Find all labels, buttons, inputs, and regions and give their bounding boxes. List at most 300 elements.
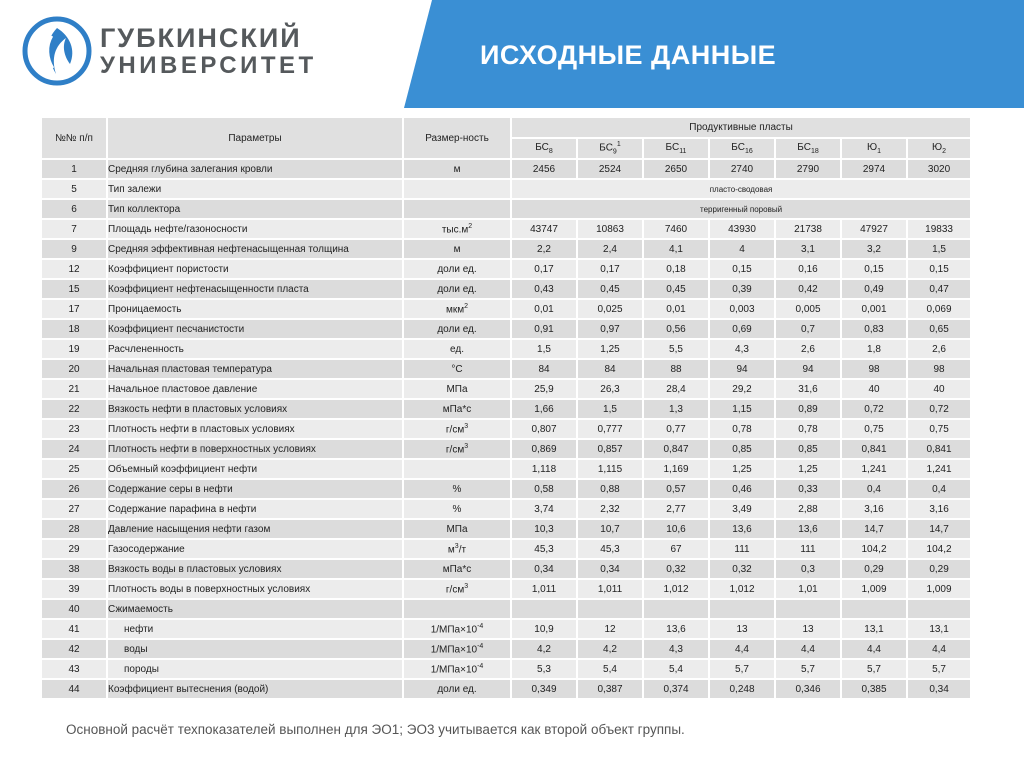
- unit-text: °С: [451, 363, 463, 375]
- row-parameter: Коэффициент пористости: [107, 259, 403, 279]
- layer-value: 7460: [643, 219, 709, 239]
- row-unit: [403, 479, 511, 499]
- layer-value: 84: [577, 359, 643, 379]
- layer-value: 5,3: [511, 659, 577, 679]
- layer-value: 0,857: [577, 439, 643, 459]
- row-unit: [403, 319, 511, 339]
- layer-value: 1,241: [841, 459, 907, 479]
- layer-value: 0,45: [643, 279, 709, 299]
- row-parameter: Содержание серы в нефти: [107, 479, 403, 499]
- layer-value: [643, 599, 709, 619]
- row-parameter: Начальная пластовая температура: [107, 359, 403, 379]
- table-row: [41, 499, 971, 519]
- merged-value: терригенный поровый: [511, 199, 971, 219]
- layer-value: 0,7: [775, 319, 841, 339]
- layer-subscript: 2: [942, 148, 947, 155]
- layer-value: 2974: [841, 159, 907, 179]
- layer-value: [841, 599, 907, 619]
- layer-value: 1,8: [841, 339, 907, 359]
- unit-text: г/см: [445, 444, 465, 456]
- row-unit: [403, 639, 511, 659]
- unit-text: 1/МПа×10: [430, 624, 478, 636]
- header-number: №№ п/п: [41, 117, 107, 159]
- layer-value: 5,7: [841, 659, 907, 679]
- layer-superscript: 1: [616, 141, 621, 149]
- layer-value: 4: [709, 239, 775, 259]
- layer-value: 0,89: [775, 399, 841, 419]
- row-number: 38: [41, 559, 107, 579]
- row-unit: [403, 379, 511, 399]
- layer-value: 1,66: [511, 399, 577, 419]
- unit-text: МПа: [446, 383, 468, 395]
- row-number: 44: [41, 679, 107, 699]
- table-row: [41, 459, 971, 479]
- layer-name: Ю: [932, 142, 943, 153]
- row-unit: [403, 279, 511, 299]
- row-parameter: Начальное пластовое давление: [107, 379, 403, 399]
- layer-value: 5,7: [907, 659, 971, 679]
- layer-value: [907, 599, 971, 619]
- unit-text: м: [453, 243, 461, 255]
- table-row: [41, 379, 971, 399]
- layer-value: 0,83: [841, 319, 907, 339]
- row-parameter: Коэффициент вытеснения (водой): [107, 679, 403, 699]
- row-parameter: породы: [107, 659, 403, 679]
- row-number: 39: [41, 579, 107, 599]
- layer-value: 0,78: [775, 419, 841, 439]
- row-number: 29: [41, 539, 107, 559]
- layer-value: 10,7: [577, 519, 643, 539]
- row-parameter: Тип коллектора: [107, 199, 403, 219]
- layer-value: 0,005: [775, 299, 841, 319]
- layer-value: 0,29: [907, 559, 971, 579]
- layer-value: [775, 599, 841, 619]
- unit-text: доли ед.: [437, 283, 477, 295]
- row-unit: [403, 579, 511, 599]
- row-number: 23: [41, 419, 107, 439]
- layer-value: 2,2: [511, 239, 577, 259]
- layer-value: 0,15: [907, 259, 971, 279]
- layer-value: 5,5: [643, 339, 709, 359]
- row-unit: [403, 539, 511, 559]
- table-row: [41, 659, 971, 679]
- layer-value: 0,69: [709, 319, 775, 339]
- layer-value: 3,2: [841, 239, 907, 259]
- layer-value: 0,3: [775, 559, 841, 579]
- unit-superscript: 2: [464, 302, 469, 310]
- layer-value: 0,33: [775, 479, 841, 499]
- row-unit: [403, 399, 511, 419]
- unit-text: МПа: [446, 523, 468, 535]
- layer-value: [709, 599, 775, 619]
- row-number: 19: [41, 339, 107, 359]
- row-number: 7: [41, 219, 107, 239]
- row-number: 40: [41, 599, 107, 619]
- layer-value: 45,3: [577, 539, 643, 559]
- row-parameter: Плотность нефти в поверхностных условиях: [107, 439, 403, 459]
- layer-value: 0,85: [775, 439, 841, 459]
- row-parameter: Плотность нефти в пластовых условиях: [107, 419, 403, 439]
- layer-value: 2524: [577, 159, 643, 179]
- layer-value: 0,75: [907, 419, 971, 439]
- unit-text: г/см: [445, 584, 465, 596]
- layer-value: 5,7: [709, 659, 775, 679]
- header-productive-layers: Продуктивные пласты: [511, 117, 971, 138]
- layer-value: 0,29: [841, 559, 907, 579]
- layer-value: 0,385: [841, 679, 907, 699]
- layer-value: 5,7: [775, 659, 841, 679]
- layer-value: 2456: [511, 159, 577, 179]
- layer-value: 13: [775, 619, 841, 639]
- unit-superscript: 3: [464, 442, 469, 450]
- layer-value: 0,374: [643, 679, 709, 699]
- unit-superscript: -4: [477, 622, 484, 630]
- header-unit: Размер-ность: [403, 117, 511, 159]
- header-parameters: Параметры: [107, 117, 403, 159]
- row-unit: [403, 199, 511, 219]
- layer-value: 0,32: [643, 559, 709, 579]
- row-number: 1: [41, 159, 107, 179]
- layer-value: 1,115: [577, 459, 643, 479]
- layer-value: 0,34: [907, 679, 971, 699]
- table-row: [41, 179, 971, 199]
- layer-subscript: 11: [679, 148, 687, 155]
- layer-value: 13,1: [841, 619, 907, 639]
- row-number: 6: [41, 199, 107, 219]
- table-row: [41, 279, 971, 299]
- unit-text: мПа*с: [442, 403, 472, 415]
- unit-tail: /т: [458, 544, 467, 556]
- layer-value: 4,3: [709, 339, 775, 359]
- layer-header: [709, 138, 775, 159]
- table-row: [41, 199, 971, 219]
- layer-subscript: 9: [612, 148, 617, 156]
- unit-text: тыс.м: [441, 224, 469, 236]
- row-unit: [403, 499, 511, 519]
- layer-value: 3020: [907, 159, 971, 179]
- unit-text: доли ед.: [437, 263, 477, 275]
- layer-value: 10,3: [511, 519, 577, 539]
- layer-value: 25,9: [511, 379, 577, 399]
- layer-value: 84: [511, 359, 577, 379]
- row-parameter: нефти: [107, 619, 403, 639]
- layer-header: [511, 138, 577, 159]
- layer-value: 1,011: [511, 579, 577, 599]
- layer-value: 0,18: [643, 259, 709, 279]
- layer-value: 104,2: [841, 539, 907, 559]
- layer-value: 0,387: [577, 679, 643, 699]
- row-parameter: Средняя глубина залегания кровли: [107, 159, 403, 179]
- layer-value: 0,15: [841, 259, 907, 279]
- layer-header: [841, 138, 907, 159]
- layer-value: 3,74: [511, 499, 577, 519]
- table-row: [41, 359, 971, 379]
- unit-text: 1/МПа×10: [430, 644, 478, 656]
- layer-value: 19833: [907, 219, 971, 239]
- layer-value: 0,56: [643, 319, 709, 339]
- row-parameter: Сжимаемость: [107, 599, 403, 619]
- layer-value: 1,25: [709, 459, 775, 479]
- layer-value: 13,1: [907, 619, 971, 639]
- table-row: [41, 619, 971, 639]
- row-number: 12: [41, 259, 107, 279]
- layer-value: 0,75: [841, 419, 907, 439]
- layer-value: 10863: [577, 219, 643, 239]
- table-row: [41, 399, 971, 419]
- unit-superscript: 3: [454, 542, 459, 550]
- row-unit: [403, 419, 511, 439]
- layer-value: 21738: [775, 219, 841, 239]
- row-parameter: Расчлененность: [107, 339, 403, 359]
- row-parameter: Проницаемость: [107, 299, 403, 319]
- layer-value: 0,45: [577, 279, 643, 299]
- row-unit: [403, 159, 511, 179]
- layer-value: 5,4: [643, 659, 709, 679]
- layer-value: 3,16: [841, 499, 907, 519]
- layer-value: 0,01: [643, 299, 709, 319]
- row-parameter: Коэффициент песчанистости: [107, 319, 403, 339]
- layer-value: 0,025: [577, 299, 643, 319]
- row-number: 5: [41, 179, 107, 199]
- layer-value: 1,012: [709, 579, 775, 599]
- row-parameter: Объемный коэффициент нефти: [107, 459, 403, 479]
- row-unit: [403, 679, 511, 699]
- table-row: [41, 239, 971, 259]
- layer-value: 0,32: [709, 559, 775, 579]
- row-number: 42: [41, 639, 107, 659]
- row-number: 43: [41, 659, 107, 679]
- layer-value: 2790: [775, 159, 841, 179]
- layer-value: 4,1: [643, 239, 709, 259]
- layer-value: 0,003: [709, 299, 775, 319]
- layer-header: [775, 138, 841, 159]
- layer-value: 0,17: [577, 259, 643, 279]
- table-row: [41, 639, 971, 659]
- layer-value: 0,65: [907, 319, 971, 339]
- layer-value: 0,72: [841, 399, 907, 419]
- layer-name: БС: [599, 142, 613, 154]
- layer-value: 1,169: [643, 459, 709, 479]
- layer-name: БС: [665, 142, 680, 153]
- layer-value: 0,4: [907, 479, 971, 499]
- table-row: [41, 319, 971, 339]
- row-parameter: Газосодержание: [107, 539, 403, 559]
- layer-value: 0,97: [577, 319, 643, 339]
- layer-value: 67: [643, 539, 709, 559]
- row-number: 17: [41, 299, 107, 319]
- layer-value: 13,6: [709, 519, 775, 539]
- layer-value: 4,4: [775, 639, 841, 659]
- layer-value: 1,5: [511, 339, 577, 359]
- layer-value: 0,42: [775, 279, 841, 299]
- layer-value: [577, 599, 643, 619]
- layer-value: 1,012: [643, 579, 709, 599]
- layer-value: 0,777: [577, 419, 643, 439]
- layer-value: 0,91: [511, 319, 577, 339]
- layer-value: 1,15: [709, 399, 775, 419]
- layer-value: 1,241: [907, 459, 971, 479]
- layer-value: 2,4: [577, 239, 643, 259]
- layer-value: 0,57: [643, 479, 709, 499]
- layer-value: 111: [709, 539, 775, 559]
- unit-text: мПа*с: [442, 563, 472, 575]
- table-row: [41, 339, 971, 359]
- layer-subscript: 16: [744, 148, 753, 155]
- brand-line-1: ГУБКИНСКИЙ: [100, 23, 302, 53]
- row-unit: [403, 559, 511, 579]
- unit-superscript: 3: [464, 422, 469, 430]
- layer-value: 2,77: [643, 499, 709, 519]
- layer-value: 13,6: [775, 519, 841, 539]
- layer-value: 2,6: [907, 339, 971, 359]
- layer-value: 1,009: [841, 579, 907, 599]
- layer-value: 5,4: [577, 659, 643, 679]
- layer-value: 40: [841, 379, 907, 399]
- layer-value: 0,34: [511, 559, 577, 579]
- layer-value: 1,25: [577, 339, 643, 359]
- layer-value: 3,16: [907, 499, 971, 519]
- layer-value: 0,85: [709, 439, 775, 459]
- source-data-table: [40, 116, 972, 700]
- layer-value: 4,4: [841, 639, 907, 659]
- row-number: 27: [41, 499, 107, 519]
- layer-value: 94: [775, 359, 841, 379]
- layer-value: 0,841: [907, 439, 971, 459]
- unit-text: доли ед.: [437, 323, 477, 335]
- layer-value: 0,807: [511, 419, 577, 439]
- row-number: 25: [41, 459, 107, 479]
- row-unit: [403, 459, 511, 479]
- layer-value: 0,43: [511, 279, 577, 299]
- unit-superscript: -4: [477, 642, 484, 650]
- unit-text: ед.: [450, 343, 464, 355]
- layer-value: 0,49: [841, 279, 907, 299]
- unit-text: %: [452, 483, 462, 495]
- layer-value: 13,6: [643, 619, 709, 639]
- layer-value: 4,3: [643, 639, 709, 659]
- layer-value: 3,49: [709, 499, 775, 519]
- layer-value: 1,25: [775, 459, 841, 479]
- layer-value: 45,3: [511, 539, 577, 559]
- layer-value: 4,2: [577, 639, 643, 659]
- layer-value: 43930: [709, 219, 775, 239]
- layer-name: Ю: [866, 142, 878, 153]
- layer-header: [577, 138, 643, 159]
- layer-value: 1,01: [775, 579, 841, 599]
- layer-value: 0,39: [709, 279, 775, 299]
- layer-value: 98: [907, 359, 971, 379]
- row-unit: [403, 439, 511, 459]
- row-unit: [403, 659, 511, 679]
- layer-value: 31,6: [775, 379, 841, 399]
- layer-value: 0,17: [511, 259, 577, 279]
- layer-value: 111: [775, 539, 841, 559]
- layer-value: 0,34: [577, 559, 643, 579]
- table-row: [41, 559, 971, 579]
- table-row: [41, 519, 971, 539]
- layer-value: 2650: [643, 159, 709, 179]
- layer-value: 98: [841, 359, 907, 379]
- row-unit: [403, 299, 511, 319]
- row-number: 15: [41, 279, 107, 299]
- layer-subscript: 8: [548, 148, 553, 155]
- table-row: [41, 299, 971, 319]
- layer-value: 0,46: [709, 479, 775, 499]
- table-row: [41, 539, 971, 559]
- row-unit: [403, 179, 511, 199]
- brand-line-2: УНИВЕРСИТЕТ: [100, 52, 317, 79]
- row-parameter: воды: [107, 639, 403, 659]
- layer-value: 0,847: [643, 439, 709, 459]
- layer-value: 10,9: [511, 619, 577, 639]
- layer-value: [511, 599, 577, 619]
- layer-value: 1,118: [511, 459, 577, 479]
- layer-value: 0,4: [841, 479, 907, 499]
- layer-value: 4,4: [907, 639, 971, 659]
- layer-value: 0,346: [775, 679, 841, 699]
- unit-text: м: [447, 544, 455, 556]
- layer-value: 4,4: [709, 639, 775, 659]
- layer-value: 26,3: [577, 379, 643, 399]
- table-row: [41, 579, 971, 599]
- layer-value: 0,001: [841, 299, 907, 319]
- layer-value: 1,011: [577, 579, 643, 599]
- layer-value: 0,841: [841, 439, 907, 459]
- row-unit: [403, 259, 511, 279]
- layer-value: 0,01: [511, 299, 577, 319]
- row-number: 21: [41, 379, 107, 399]
- row-parameter: Вязкость воды в пластовых условиях: [107, 559, 403, 579]
- layer-value: 1,009: [907, 579, 971, 599]
- row-number: 18: [41, 319, 107, 339]
- row-parameter: Коэффициент нефтенасыщенности пласта: [107, 279, 403, 299]
- layer-value: 4,2: [511, 639, 577, 659]
- row-number: 24: [41, 439, 107, 459]
- layer-value: 2,6: [775, 339, 841, 359]
- layer-value: 2740: [709, 159, 775, 179]
- table-row: [41, 479, 971, 499]
- layer-value: 2,88: [775, 499, 841, 519]
- table-row: [41, 679, 971, 699]
- row-unit: [403, 239, 511, 259]
- layer-value: 0,248: [709, 679, 775, 699]
- row-number: 9: [41, 239, 107, 259]
- layer-value: 1,3: [643, 399, 709, 419]
- layer-header: [907, 138, 971, 159]
- layer-value: 47927: [841, 219, 907, 239]
- layer-header: [643, 138, 709, 159]
- unit-text: г/см: [445, 424, 465, 436]
- layer-value: 2,32: [577, 499, 643, 519]
- layer-value: 0,069: [907, 299, 971, 319]
- layer-value: 40: [907, 379, 971, 399]
- layer-value: 0,47: [907, 279, 971, 299]
- layer-name: БС: [535, 142, 549, 153]
- layer-subscript: 18: [810, 148, 819, 155]
- row-parameter: Давление насыщения нефти газом: [107, 519, 403, 539]
- unit-superscript: 3: [464, 582, 469, 590]
- layer-value: 10,6: [643, 519, 709, 539]
- unit-superscript: 2: [468, 222, 473, 230]
- row-number: 26: [41, 479, 107, 499]
- layer-value: 13: [709, 619, 775, 639]
- layer-value: 0,58: [511, 479, 577, 499]
- layer-value: 104,2: [907, 539, 971, 559]
- footnote: Основной расчёт техпоказателей выполнен для ЭО1; ЭО3 учитывается как второй объект группы.: [66, 722, 685, 737]
- layer-value: 12: [577, 619, 643, 639]
- unit-text: м: [453, 163, 461, 175]
- layer-value: 28,4: [643, 379, 709, 399]
